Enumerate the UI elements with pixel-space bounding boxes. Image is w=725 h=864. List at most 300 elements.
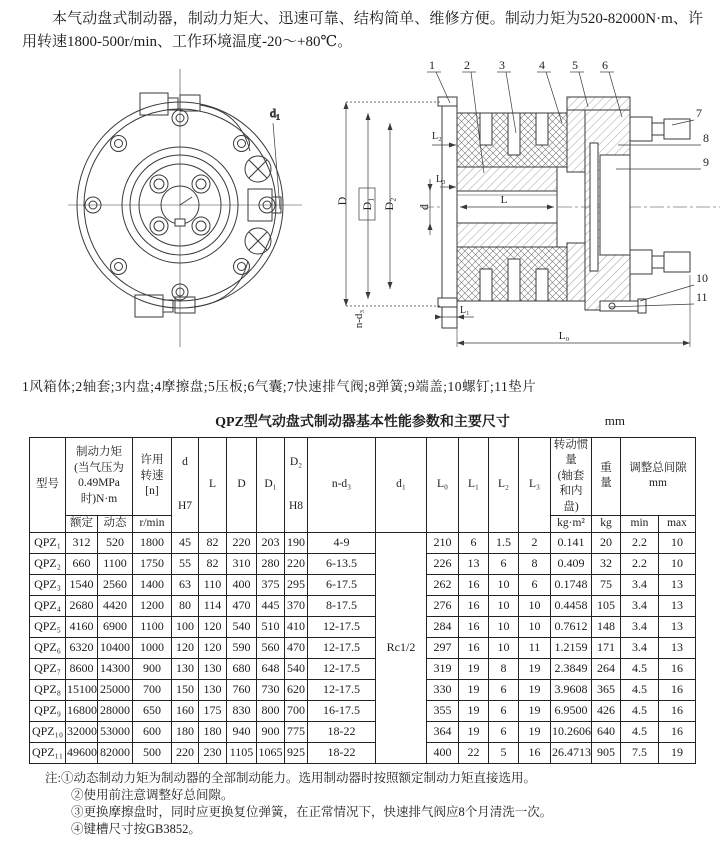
col-D: D <box>227 437 257 532</box>
table-cell: 1.2159 <box>551 637 592 658</box>
table-cell: 6 <box>489 553 519 574</box>
table-cell: 16800 <box>66 700 98 721</box>
table-cell: 49600 <box>66 742 98 763</box>
d1-leader <box>273 123 280 209</box>
table-cell: 3.4 <box>621 637 659 658</box>
table-cell: 32 <box>592 553 621 574</box>
table-cell: 5 <box>489 742 519 763</box>
table-cell: 925 <box>285 742 308 763</box>
table-cell: 2680 <box>66 595 98 616</box>
table-cell: 4.5 <box>621 721 659 742</box>
table-cell: 640 <box>592 721 621 742</box>
col-gap-min: min <box>621 516 659 533</box>
D2-symbol: D₂ <box>289 455 303 468</box>
table-cell: 560 <box>257 637 285 658</box>
table-cell: 16 <box>459 595 489 616</box>
col-inertia-group <box>551 437 592 516</box>
table-cell: 2.3849 <box>551 658 592 679</box>
table-cell: 20 <box>592 532 621 553</box>
table-cell: 6-17.5 <box>308 574 376 595</box>
table-cell: 2 <box>519 532 551 553</box>
table-cell: 1105 <box>227 742 257 763</box>
table-cell: 63 <box>172 574 199 595</box>
gap-unit-label: mm <box>649 477 667 490</box>
table-cell: 6 <box>489 721 519 742</box>
inertia-line3: 和内盘) <box>559 485 583 513</box>
table-cell: 120 <box>172 637 199 658</box>
front-view-drawing <box>50 59 345 355</box>
table-cell: 540 <box>227 616 257 637</box>
callout-2: 2 <box>464 57 470 72</box>
table-cell: 6-13.5 <box>308 553 376 574</box>
table-row <box>30 595 696 616</box>
table-cell: 295 <box>285 574 308 595</box>
table-cell: 6 <box>489 679 519 700</box>
table-cell: 470 <box>285 637 308 658</box>
table-cell: 11 <box>519 637 551 658</box>
table-cell: 100 <box>172 616 199 637</box>
table-cell: 190 <box>285 532 308 553</box>
table-cell: 3.9608 <box>551 679 592 700</box>
table-cell: 10 <box>489 616 519 637</box>
table-cell: 180 <box>172 721 199 742</box>
table-cell: 180 <box>199 721 227 742</box>
table-cell: 264 <box>592 658 621 679</box>
table-cell: 45 <box>172 532 199 553</box>
table-cell: 1750 <box>133 553 172 574</box>
note-line-4: ④键槽尺寸按GB3852。 <box>71 822 201 837</box>
table-unit: mm <box>604 412 625 428</box>
table-cell: 13 <box>659 595 696 616</box>
table-header <box>30 437 696 532</box>
table-cell: 3.4 <box>621 616 659 637</box>
table-cell: 760 <box>227 679 257 700</box>
table-cell: 105 <box>592 595 621 616</box>
col-weight-unit: kg <box>592 516 621 533</box>
table-cell: 6 <box>519 574 551 595</box>
table-cell: 775 <box>285 721 308 742</box>
table-cell: 120 <box>199 637 227 658</box>
table-cell: 16 <box>459 574 489 595</box>
table-cell: 16-17.5 <box>308 700 376 721</box>
table-cell: 370 <box>285 595 308 616</box>
table-cell: 730 <box>257 679 285 700</box>
table-cell: 900 <box>133 658 172 679</box>
model-cell: QPZ₁₀ <box>30 721 66 742</box>
table-cell: 297 <box>427 637 459 658</box>
table-cell: 19 <box>519 658 551 679</box>
dim-D: D <box>335 196 349 205</box>
table-cell: 310 <box>227 553 257 574</box>
table-cell: 12-17.5 <box>308 679 376 700</box>
table-cell: 6320 <box>66 637 98 658</box>
table-cell: 14300 <box>98 658 133 679</box>
note-line-2: ②使用前注意调整好总间隙。 <box>71 787 234 802</box>
table-cell: 800 <box>257 700 285 721</box>
table-cell: 75 <box>592 574 621 595</box>
table-cell: 1100 <box>133 616 172 637</box>
table-cell: 2.2 <box>621 553 659 574</box>
col-gap-group <box>621 437 696 516</box>
col-D2 <box>285 437 308 532</box>
table-cell: 19 <box>519 700 551 721</box>
torque-line1: 制动力矩 <box>76 446 122 459</box>
col-L3: L₃ <box>519 437 551 532</box>
table-cell: 13 <box>659 616 696 637</box>
col-model: 型号 <box>30 437 66 532</box>
speed-line1: 许用 <box>140 454 164 467</box>
callout-8: 8 <box>703 130 709 145</box>
table-cell: 18-22 <box>308 742 376 763</box>
model-cell: QPZ₁ <box>30 532 66 553</box>
table-cell: 171 <box>592 637 621 658</box>
table-cell: 284 <box>427 616 459 637</box>
table-cell: 6900 <box>98 616 133 637</box>
table-cell: 12-17.5 <box>308 658 376 679</box>
table-cell: 0.409 <box>551 553 592 574</box>
model-cell: QPZ₇ <box>30 658 66 679</box>
table-cell: 1400 <box>133 574 172 595</box>
table-cell: 700 <box>285 700 308 721</box>
table-cell: 648 <box>257 658 285 679</box>
table-cell: 150 <box>172 679 199 700</box>
model-cell: QPZ₂ <box>30 553 66 574</box>
col-inertia-unit: kg·m² <box>551 516 592 533</box>
table-row <box>30 700 696 721</box>
parts-caption: 1风箱体;2轴套;3内盘;4摩擦盘;5压板;6气囊;7快速排气阀;8弹簧;9端盖;10螺钉;11垫片 <box>22 378 537 394</box>
table-cell: 590 <box>227 637 257 658</box>
table-cell: 364 <box>427 721 459 742</box>
dim-L1: L₁ <box>460 304 470 316</box>
table-cell: 110 <box>199 574 227 595</box>
table-cell: 0.1748 <box>551 574 592 595</box>
table-cell: 55 <box>172 553 199 574</box>
table-cell: 262 <box>427 574 459 595</box>
table-body <box>30 532 696 763</box>
col-gap-max: max <box>659 516 696 533</box>
table-cell: 0.4458 <box>551 595 592 616</box>
model-cell: QPZ₃ <box>30 574 66 595</box>
col-D1: D₁ <box>257 437 285 532</box>
d1-shared-cell: Rc1/2 <box>376 532 427 763</box>
table-cell: 13 <box>459 553 489 574</box>
table-cell: 650 <box>133 700 172 721</box>
table-cell: 1100 <box>98 553 133 574</box>
table-cell: 25000 <box>98 679 133 700</box>
table-cell: 365 <box>592 679 621 700</box>
table-cell: 1800 <box>133 532 172 553</box>
table-cell: 8 <box>519 553 551 574</box>
callout-6: 6 <box>602 57 608 72</box>
intro-paragraph <box>0 0 725 55</box>
table-cell: 6 <box>489 700 519 721</box>
table-cell: 15100 <box>66 679 98 700</box>
table-row <box>30 658 696 679</box>
inertia-line1: 转动惯量 <box>553 438 589 467</box>
table-row <box>30 553 696 574</box>
col-weight-group <box>592 437 621 516</box>
table-cell: 830 <box>227 700 257 721</box>
table-row <box>30 721 696 742</box>
table-cell: 32000 <box>66 721 98 742</box>
table-cell: 220 <box>172 742 199 763</box>
table-cell: 22 <box>459 742 489 763</box>
table-cell: 540 <box>285 658 308 679</box>
model-cell: QPZ₅ <box>30 616 66 637</box>
table-cell: 1000 <box>133 637 172 658</box>
torque-line4: 时)N·m <box>80 492 118 505</box>
table-cell: 19 <box>459 700 489 721</box>
dim-D1: D₁ <box>360 197 374 210</box>
table-cell: 1.5 <box>489 532 519 553</box>
callout-10: 10 <box>696 270 708 285</box>
table-cell: 12-17.5 <box>308 616 376 637</box>
table-cell: 426 <box>592 700 621 721</box>
table-cell: 19 <box>519 721 551 742</box>
table-cell: 375 <box>257 574 285 595</box>
table-cell: 10 <box>519 595 551 616</box>
table-cell: 19 <box>459 679 489 700</box>
dim-L0: L₀ <box>558 329 570 342</box>
speed-line2: 转速 <box>140 469 164 482</box>
col-L2: L₂ <box>489 437 519 532</box>
table-cell: 319 <box>427 658 459 679</box>
callout-3: 3 <box>499 57 505 72</box>
table-cell: 355 <box>427 700 459 721</box>
callout-11: 11 <box>696 289 708 304</box>
table-cell: 470 <box>227 595 257 616</box>
table-cell: 1540 <box>66 574 98 595</box>
table-cell: 16 <box>659 700 696 721</box>
table-cell: 16 <box>459 637 489 658</box>
table-cell: 19 <box>519 679 551 700</box>
dim-L3: L₃ <box>436 173 446 185</box>
table-cell: 6.9500 <box>551 700 592 721</box>
table-cell: 900 <box>257 721 285 742</box>
table-cell: 220 <box>285 553 308 574</box>
table-cell: 130 <box>172 658 199 679</box>
model-cell: QPZ₆ <box>30 637 66 658</box>
table-cell: 4.5 <box>621 679 659 700</box>
table-cell: 280 <box>257 553 285 574</box>
table-cell: 53000 <box>98 721 133 742</box>
note-line-1 <box>45 770 725 787</box>
table-cell: 400 <box>427 742 459 763</box>
table-cell: 410 <box>285 616 308 637</box>
section-view-drawing <box>332 55 725 363</box>
friction-disc-stack-top <box>457 113 567 167</box>
table-title-row <box>0 411 725 433</box>
table-cell: 210 <box>427 532 459 553</box>
col-L0: L₀ <box>427 437 459 532</box>
speed-line3: [n] <box>145 485 159 498</box>
table-cell: 16 <box>519 742 551 763</box>
callout-4: 4 <box>539 57 545 72</box>
table-cell: 6 <box>459 532 489 553</box>
table-cell: 16 <box>659 658 696 679</box>
weight-line1: 重 <box>600 461 612 474</box>
model-cell: QPZ₄ <box>30 595 66 616</box>
col-L1: L₁ <box>459 437 489 532</box>
torque-line2: (当气压为 <box>74 461 124 474</box>
table-cell: 16 <box>659 721 696 742</box>
table-cell: 0.7612 <box>551 616 592 637</box>
col-speed-unit: r/min <box>133 516 172 533</box>
end-cover <box>567 97 630 310</box>
table-cell: 220 <box>227 532 257 553</box>
table-cell: 1200 <box>133 595 172 616</box>
table-cell: 4.5 <box>621 700 659 721</box>
table-cell: 330 <box>427 679 459 700</box>
table-cell: 19 <box>459 721 489 742</box>
torque-line3: 0.49MPa <box>78 477 120 490</box>
table-cell: 276 <box>427 595 459 616</box>
table-cell: 120 <box>199 616 227 637</box>
table-cell: 445 <box>257 595 285 616</box>
table-cell: 660 <box>66 553 98 574</box>
col-d1: d₁ <box>376 437 427 532</box>
gap-group-label: 调整总间隙 <box>629 461 687 474</box>
quick-exhaust-valve-top <box>630 117 690 141</box>
table-cell: 13 <box>659 637 696 658</box>
table-cell: 940 <box>227 721 257 742</box>
callout-1: 1 <box>429 57 435 72</box>
friction-disc-stack-bottom <box>457 247 567 301</box>
table-cell: 3.4 <box>621 595 659 616</box>
table-cell: 16 <box>659 679 696 700</box>
col-torque-rated: 额定 <box>66 516 98 533</box>
callout-9: 9 <box>703 154 709 169</box>
table-cell: 10.2606 <box>551 721 592 742</box>
d-symbol: d <box>182 455 188 468</box>
table-row <box>30 574 696 595</box>
table-cell: 226 <box>427 553 459 574</box>
table-cell: 10 <box>519 616 551 637</box>
table-cell: 10 <box>489 574 519 595</box>
table-cell: 80 <box>172 595 199 616</box>
table-cell: 19 <box>459 658 489 679</box>
table-row <box>30 532 696 553</box>
dim-d: d <box>417 203 431 210</box>
table-cell: 203 <box>257 532 285 553</box>
table-cell: 130 <box>199 658 227 679</box>
bottom-air-fitting <box>135 261 248 317</box>
col-L: L <box>199 437 227 532</box>
model-cell: QPZ₉ <box>30 700 66 721</box>
table-cell: 1065 <box>257 742 285 763</box>
table-cell: 10 <box>659 553 696 574</box>
note-line-3: ③更换摩擦盘时，同时应更换复位弹簧，在正常情况下，快速排气阀应8个月清洗一次。 <box>71 805 553 820</box>
table-cell: 82 <box>199 553 227 574</box>
table-cell: 500 <box>133 742 172 763</box>
table-row <box>30 616 696 637</box>
table-cell: 13 <box>659 574 696 595</box>
notes-block <box>45 770 725 839</box>
table-cell: 160 <box>172 700 199 721</box>
note-item-1: ①动态制动力矩为制动器的全部制动能力。选用制动器时按照额定制动力矩直接选用。 <box>60 770 536 785</box>
dim-D2: D₂ <box>382 197 396 210</box>
diameter-dim-labels <box>335 196 431 210</box>
table-cell: 18-22 <box>308 721 376 742</box>
table-cell: 10 <box>489 637 519 658</box>
intro-text: 本气动盘式制动器，制动力矩大、迅速可靠、结构简单、维修方便。制动力矩为520-82000N·m、许用转速1800-500r/min、工作环境温度-20～+80℃。 <box>22 11 703 51</box>
notes-prefix: 注: <box>45 770 61 785</box>
table-cell: 400 <box>227 574 257 595</box>
table-cell: 10400 <box>98 637 133 658</box>
table-cell: 10 <box>659 532 696 553</box>
callout-7: 7 <box>696 105 702 120</box>
col-torque-group <box>66 437 133 516</box>
table-cell: 510 <box>257 616 285 637</box>
table-cell: 620 <box>285 679 308 700</box>
table-cell: 12-17.5 <box>308 637 376 658</box>
table-cell: 16 <box>459 616 489 637</box>
table-cell: 7.5 <box>621 742 659 763</box>
table-cell: 19 <box>659 742 696 763</box>
col-speed-group <box>133 437 172 516</box>
table-cell: 114 <box>199 595 227 616</box>
d1-dim-label: d₁ <box>270 105 281 120</box>
model-cell: QPZ₈ <box>30 679 66 700</box>
table-row <box>30 637 696 658</box>
weight-line2: 量 <box>600 477 612 490</box>
table-cell: 2560 <box>98 574 133 595</box>
table-cell: 2.2 <box>621 532 659 553</box>
spec-table <box>29 437 696 764</box>
table-cell: 230 <box>199 742 227 763</box>
table-cell: 905 <box>592 742 621 763</box>
table-cell: 4.5 <box>621 658 659 679</box>
dim-L2: L₂ <box>432 130 442 142</box>
table-cell: 148 <box>592 616 621 637</box>
table-row <box>30 679 696 700</box>
table-cell: 700 <box>133 679 172 700</box>
table-cell: 680 <box>227 658 257 679</box>
col-torque-dynamic: 动态 <box>98 516 133 533</box>
table-cell: 82000 <box>98 742 133 763</box>
D2-tolerance: H8 <box>288 500 304 513</box>
callout-5: 5 <box>572 57 578 72</box>
figure-area <box>0 55 725 367</box>
table-cell: 26.4713 <box>551 742 592 763</box>
table-cell: 10 <box>489 595 519 616</box>
table-cell: 4160 <box>66 616 98 637</box>
table-title: QPZ型气动盘式制动器基本性能参数和主要尺寸 <box>215 414 510 430</box>
col-nd3: n-d₃ <box>308 437 376 532</box>
quick-exhaust-valve-bottom <box>630 250 690 274</box>
table-cell: 175 <box>199 700 227 721</box>
table-cell: 4-9 <box>308 532 376 553</box>
table-cell: 82 <box>199 532 227 553</box>
table-cell: 28000 <box>98 700 133 721</box>
d-tolerance: H7 <box>177 500 193 513</box>
table-cell: 8 <box>489 658 519 679</box>
table-cell: 4420 <box>98 595 133 616</box>
dim-nd3: n-d₃ <box>353 309 365 328</box>
table-cell: 520 <box>98 532 133 553</box>
col-d <box>172 437 199 532</box>
table-cell: 8600 <box>66 658 98 679</box>
table-cell: 3.4 <box>621 574 659 595</box>
inertia-line2: (轴套 <box>557 469 585 482</box>
table-row <box>30 742 696 763</box>
dim-L: L <box>500 193 508 206</box>
table-cell: 600 <box>133 721 172 742</box>
table-cell: 312 <box>66 532 98 553</box>
table-cell: 130 <box>199 679 227 700</box>
model-cell: QPZ₁₁ <box>30 742 66 763</box>
table-cell: 8-17.5 <box>308 595 376 616</box>
